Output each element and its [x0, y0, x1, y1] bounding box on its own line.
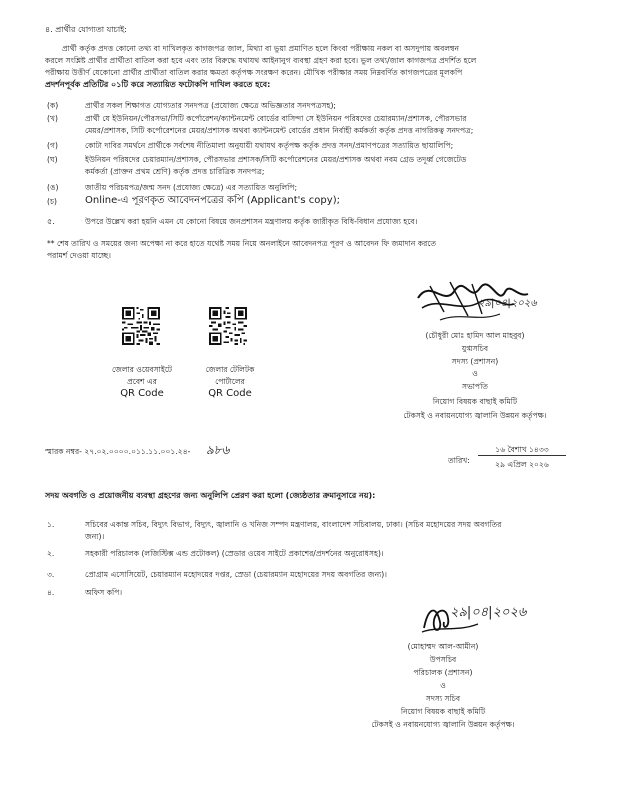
list-item-text: ইউনিয়ন পরিষদের চেয়ারম্যান/প্রশাসক, পৌরসভার প্রশাসক/সিটি কর্পোরেশনের মেয়র/প্রশাসক অথবা নবম গ্রেড তদূর্ধ্ব গেজেটেড: [85, 155, 467, 164]
distribution-item-text: সচিবের একান্ত সচিব, বিদ্যুৎ বিভাগ, বিদ্যুৎ, জ্বালানি ও খনিজ সম্পদ মন্ত্রণালয়, বাংলাদেশ সচিবালয়, ঢাকা। (সচিব মহোদয়ের সদয় অবগতির: [85, 520, 502, 529]
signatory-1-designation: যুগ্মসচিব: [461, 344, 489, 353]
distribution-item-text: প্রোগ্রাম এসোসিয়েট, চেয়ারম্যান মহোদয়ের দপ্তর, স্রেডা (চেয়ারম্যান মহোদয়ের সদয় অবগতির জন্য)।: [85, 570, 387, 579]
signatory-2-committee: নিয়োগ বিষয়ক বাছাই কমিটি: [400, 707, 486, 716]
qr-right-caption-2: পোর্টালের: [215, 377, 245, 386]
signatory-1-org: টেকসই ও নবায়নযোগ্য জ্বালানি উন্নয়ন কর্তৃপক্ষ।: [403, 411, 547, 420]
signatory-1-and: ও: [472, 369, 478, 378]
qr-code-website[interactable]: [122, 307, 160, 345]
list-item-mark: (গ): [47, 141, 58, 150]
qr-code-teletalk[interactable]: [209, 307, 247, 345]
qr-right-caption-3: QR Code: [208, 388, 252, 399]
date-label: তারিখ:: [448, 456, 470, 465]
signatory-2-title: সদস্য সচিব: [425, 694, 461, 703]
note-line: ** শেষ তারিখ ও সময়ের জন্য অপেক্ষা না করে হাতে যথেষ্ট সময় নিয়ে অনলাইনে আবেদনপত্র পূরণ ও আবেদন ফি জমাদান করতে: [47, 239, 437, 248]
signatory-2-role: পরিচালক (প্রশাসন): [413, 668, 473, 677]
date-gregorian: ২৯ এপ্রিল ২০২৬: [495, 460, 549, 469]
qr-left-caption-1: জেলার ওয়েবসাইটে: [111, 365, 173, 374]
distribution-item-text: অফিস কপি।: [85, 588, 123, 597]
list-item-text: কোটা দাবির সমর্থনে প্রার্থীকে সর্বশেষ নীতিমালা অনুযায়ী যথাযথ কর্তৃপক্ষ কর্তৃক প্রদত্ত সনদ/প্রমাণপত্রের সত্যায়িত ছায়ালিপি;: [85, 141, 454, 150]
distribution-item-mark: ৪.: [47, 588, 55, 597]
signatory-2-org: টেকসই ও নবায়নযোগ্য জ্বালানি উন্নয়ন কর্তৃপক্ষ।: [371, 720, 515, 729]
list-item-text: প্রার্থীর সকল শিক্ষাগত যোগ্যতার সনদপত্র (প্রযোজ্য ক্ষেত্রে অভিজ্ঞতার সনদপত্রসহ);: [85, 101, 336, 110]
list-item-text: মেয়র/প্রশাসক, সিটি কর্পোরেশনের মেয়র/প্রশাসক অথবা ক্যান্টনমেন্ট বোর্ডের প্রধান নির্বাহী কর্মকর্তা কর্তৃক প্রদত্ত নাগরিকত্ব সনদপত্র;: [85, 126, 474, 135]
signatory-2-and: ও: [440, 681, 446, 690]
list-item-mark: (ঘ): [47, 155, 58, 164]
date-bangla: ১৬ বৈশাখ ১৪৩৩: [478, 444, 566, 456]
signatory-2-name: (মোহাম্মদ আল-আমীন): [407, 642, 479, 651]
list-item-mark: (খ): [47, 114, 58, 123]
qr-right-caption-1: জেলার টেলিটক: [205, 365, 255, 374]
signatory-2-designation: উপসচিব: [429, 655, 457, 664]
list-item-mark: (ক): [47, 101, 59, 110]
section-4-para-line: পরীক্ষায় উত্তীর্ণ যেকোনো প্রার্থীর প্রার্থীতা বাতিল করার ক্ষমতা কর্তৃপক্ষ সংরক্ষণ করেন। মৌখিক পরীক্ষার সময় নিম্নবর্ণিত কাগজপত্রের মূলকপি: [45, 68, 463, 77]
distribution-item-text: জন্য)।: [85, 532, 105, 541]
memo-number-handwritten: ৯৮৬: [206, 443, 230, 457]
list-item-text: Online-এ পূরণকৃত আবেদনপত্রের কপি (Applicant's copy);: [85, 195, 340, 206]
distribution-item-mark: ২.: [47, 549, 55, 558]
section-4-para-line: প্রদর্শনপূর্বক প্রতিটির ০১টি করে সত্যায়িত ফটোকপি দাখিল করতে হবে:: [45, 80, 271, 89]
signatory-1-role: সদস্য (প্রশাসন): [451, 357, 499, 366]
list-item-text: জাতীয় পরিচয়পত্র/জন্ম সনদ (প্রযোজ্য ক্ষেত্রে) এর সত্যায়িত অনুলিপি;: [85, 183, 298, 192]
list-item-mark: (চ): [47, 197, 58, 206]
distribution-heading: সদয় অবগতি ও প্রয়োজনীয় ব্যবস্থা গ্রহণের জন্য অনুলিপি প্রেরণ করা হলো (জ্যেষ্ঠতার ক্রমানুসারে নয়):: [45, 491, 376, 500]
signatory-1-name: (চৌধুরী মোঃ হামিদ আল মাহবুব): [425, 331, 525, 340]
signature-2-date: ২৯|০৪|২০২৬: [450, 605, 527, 620]
distribution-item-mark: ১.: [47, 520, 55, 529]
list-item-mark: (ঙ): [47, 183, 59, 192]
list-item-text: কর্মকর্তা (প্রাক্তন প্রথম শ্রেণি) কর্তৃক প্রদত্ত চারিত্রিক সনদপত্র;: [85, 167, 265, 176]
note-line: পরামর্শ দেওয়া যাচ্ছে।: [47, 251, 111, 260]
signatory-1-title: সভাপতি: [462, 382, 488, 391]
qr-left-caption-3: QR Code: [120, 388, 164, 399]
signature-1-date: ২৯|০৪|২০২৬: [478, 298, 537, 309]
qr-left-caption-2: প্রবেশ এর: [127, 377, 157, 386]
memo-number-label: স্মারক নম্বর- ২৭.০২.০০০০.০১১.১১.০০১.২৪-: [45, 447, 191, 456]
distribution-item-mark: ৩.: [47, 570, 55, 579]
section-5-text: উপরে উল্লেখ করা হয়নি এমন যে কোনো বিষয়ে জনপ্রশাসন মন্ত্রণালয় কর্তৃক জারীকৃত বিধি-বিধান প্রযোজ্য হবে।: [85, 217, 418, 226]
section-4-para-line: করলে সংশ্লিষ্ট প্রার্থীর প্রার্থীতা বাতিল করা হবে এবং তার বিরুদ্ধে যথাযথ আইনানুগ ব্যবস্থা গ্রহণ করা হবে। ভুল তথ্য/জাল কাগজপত্র প্রদর্শিত হলে: [45, 56, 477, 65]
section-4-heading: ৪. প্রার্থীর যোগ্যতা যাচাই:: [45, 25, 128, 34]
list-item-text: প্রার্থী যে ইউনিয়ন/পৌরসভা/সিটি কর্পোরেশন/ক্যান্টনমেন্ট বোর্ডের বাসিন্দা সে ইউনিয়ন পরিষদের চেয়ারম্যান/প্রশাসক, পৌরসভার: [85, 114, 467, 123]
section-4-para-line: প্রার্থী কর্তৃক প্রদত্ত কোনো তথ্য বা দাখিলকৃত কাগজপত্র জাল, মিথ্যা বা ভুয়া প্রমাণিত হলে কিংবা পরীক্ষায় নকল বা অসদুপায় অবলম্বন: [62, 44, 460, 53]
section-5-number: ৫.: [47, 217, 55, 226]
distribution-item-text: সহকারী পরিচালক (লজিস্টিক্স এন্ড প্রটোকল) (স্রেডার ওয়েব সাইটে প্রকাশের/প্রদর্শনের অনুরোধসহ)।: [85, 549, 384, 558]
signatory-1-committee: নিয়োগ বিষয়ক বাছাই কমিটি: [432, 397, 518, 406]
